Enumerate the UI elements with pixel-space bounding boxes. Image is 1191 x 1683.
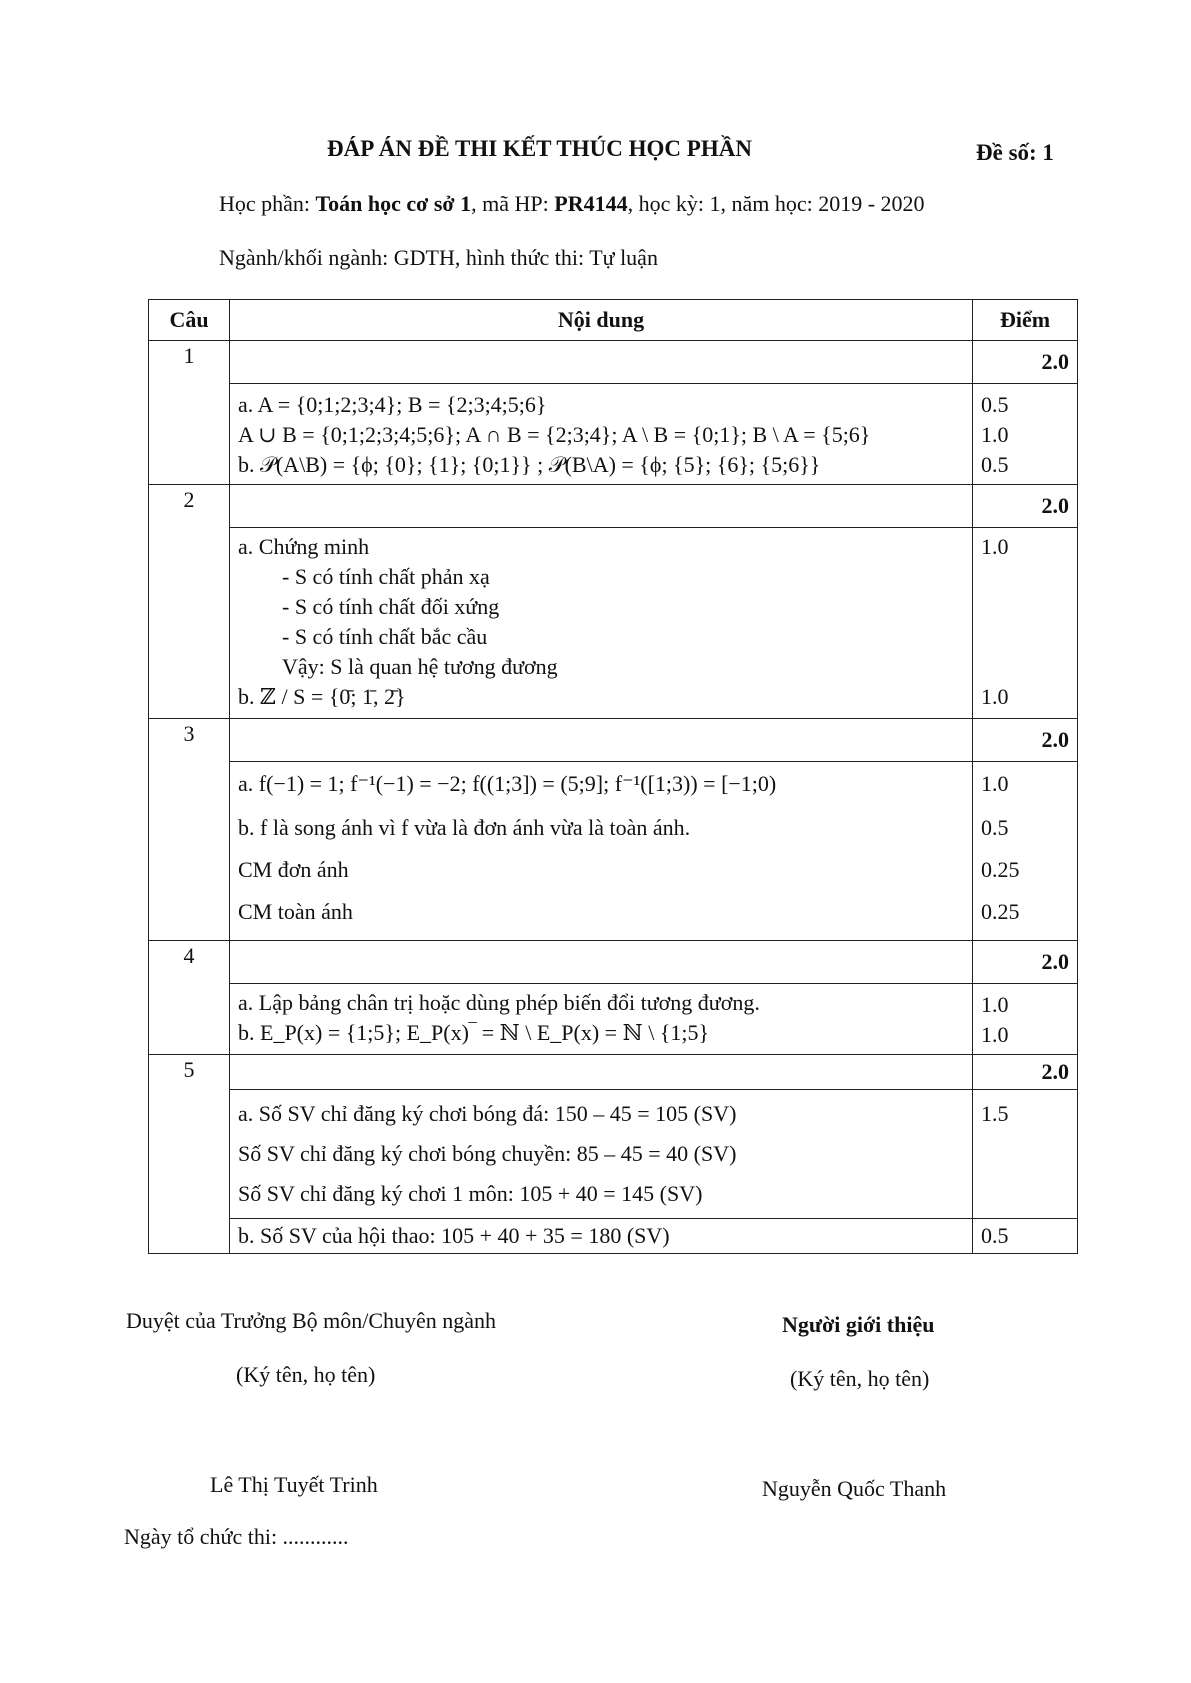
course-prefix: Học phần: (219, 191, 316, 216)
answer-line: CM toàn ánh (238, 899, 353, 924)
point-value: 0.5 (973, 1219, 1078, 1254)
presenter-title: Người giới thiệu (782, 1312, 935, 1337)
answer-line: b. 𝒫(A\B) = {ϕ; {0}; {1}; {0;1}} ; 𝒫(B\A) = {ϕ; {5}; {6}; {5;6}} (238, 452, 821, 477)
point-value: 0.25 (981, 899, 1020, 924)
answer-line: a. Chứng minh (238, 534, 370, 559)
point-value: 1.0 (981, 422, 1009, 447)
answer-line: a. Số SV chỉ đăng ký chơi bóng đá: 150 – 45 = 105 (SV) (238, 1101, 737, 1126)
course-code-prefix: , mã HP: (471, 191, 555, 216)
answer-line: - S có tính chất phản xạ (282, 564, 490, 589)
answer-line: Số SV chỉ đăng ký chơi bóng chuyền: 85 – 45 = 40 (SV) (238, 1141, 737, 1166)
point-value: 1.0 (981, 992, 1009, 1017)
question-total: 2.0 (973, 1055, 1078, 1090)
answer-line: b. E_P(x) = {1;5}; E_P(x)‾ = ℕ \ E_P(x) = ℕ \ {1;5} (238, 1020, 710, 1045)
document-title: ĐÁP ÁN ĐỀ THI KẾT THÚC HỌC PHẦN (327, 136, 752, 161)
question-2-body-row (149, 528, 1078, 719)
question-4-body-row (149, 984, 1078, 1055)
question-2-total-row (149, 485, 1078, 528)
point-value: 0.5 (981, 452, 1009, 477)
answer-line: a. Lập bảng chân trị hoặc dùng phép biến đổi tương đương. (238, 990, 760, 1015)
table-header-row (149, 300, 1078, 341)
answer-line: - S có tính chất đối xứng (282, 594, 500, 619)
exam-number: Đề số: 1 (976, 140, 1054, 165)
question-total: 2.0 (973, 719, 1078, 762)
header-score: Điểm (973, 300, 1078, 341)
approver-name: Lê Thị Tuyết Trinh (210, 1472, 378, 1497)
answer-line: Số SV chỉ đăng ký chơi 1 môn: 105 + 40 = 145 (SV) (238, 1181, 703, 1206)
question-4-total-row (149, 941, 1078, 984)
answer-line: b. f là song ánh vì f vừa là đơn ánh vừa là toàn ánh. (238, 815, 691, 840)
point-value: 0.5 (981, 392, 1009, 417)
course-line (219, 191, 925, 217)
point-value: 1.0 (981, 534, 1009, 559)
answer-line: a. A = {0;1;2;3;4}; B = {2;3;4;5;6} (238, 392, 547, 417)
approval-title: Duyệt của Trưởng Bộ môn/Chuyên ngành (126, 1308, 497, 1333)
header-question: Câu (149, 300, 230, 341)
point-value: 1.0 (981, 771, 1009, 796)
question-3-total-row (149, 719, 1078, 762)
course-code: PR4144 (554, 191, 628, 216)
approval-sign-note: (Ký tên, họ tên) (236, 1362, 376, 1387)
question-total: 2.0 (973, 941, 1078, 984)
question-number: 5 (149, 1055, 230, 1254)
answer-line: b. Số SV của hội thao: 105 + 40 + 35 = 180 (SV) (230, 1219, 973, 1254)
answer-line: - S có tính chất bắc cầu (282, 624, 488, 649)
question-3-body-row (149, 762, 1078, 941)
question-number: 4 (149, 941, 230, 1055)
question-5-total-row (149, 1055, 1078, 1090)
point-value: 1.0 (981, 1022, 1009, 1047)
exam-date: Ngày tổ chức thi: ............ (124, 1524, 349, 1549)
presenter-sign-note: (Ký tên, họ tên) (790, 1366, 930, 1391)
answer-line: A ∪ B = {0;1;2;3;4;5;6}; A ∩ B = {2;3;4}; A \ B = {0;1}; B \ A = {5;6} (238, 422, 871, 447)
question-number: 2 (149, 485, 230, 719)
question-5-extra-row (149, 1219, 1078, 1254)
question-number: 1 (149, 341, 230, 485)
presenter-name: Nguyễn Quốc Thanh (762, 1476, 947, 1501)
answer-line: a. f(−1) = 1; f⁻¹(−1) = −2; f((1;3]) = (5;9]; f⁻¹([1;3)) = [−1;0) (238, 771, 777, 796)
answer-table (148, 299, 1078, 1254)
course-suffix: , học kỳ: 1, năm học: 2019 - 2020 (627, 191, 925, 216)
point-value: 0.25 (981, 857, 1020, 882)
question-total: 2.0 (973, 485, 1078, 528)
question-5-body-row (149, 1090, 1078, 1219)
question-total: 2.0 (973, 341, 1078, 384)
point-value: 1.5 (981, 1101, 1009, 1126)
answer-line: b. ℤ / S = {0̄; 1̄, 2̄} (238, 684, 406, 709)
course-name: Toán học cơ sở 1 (315, 191, 472, 216)
question-number: 3 (149, 719, 230, 941)
point-value: 1.0 (981, 684, 1009, 709)
header-content: Nội dung (230, 300, 973, 341)
question-1-body-row (149, 384, 1078, 485)
point-value: 0.5 (981, 815, 1009, 840)
answer-line: Vậy: S là quan hệ tương đương (282, 654, 558, 679)
question-1-total-row (149, 341, 1078, 384)
answer-line: CM đơn ánh (238, 857, 349, 882)
major-line: Ngành/khối ngành: GDTH, hình thức thi: Tự luận (219, 245, 658, 270)
